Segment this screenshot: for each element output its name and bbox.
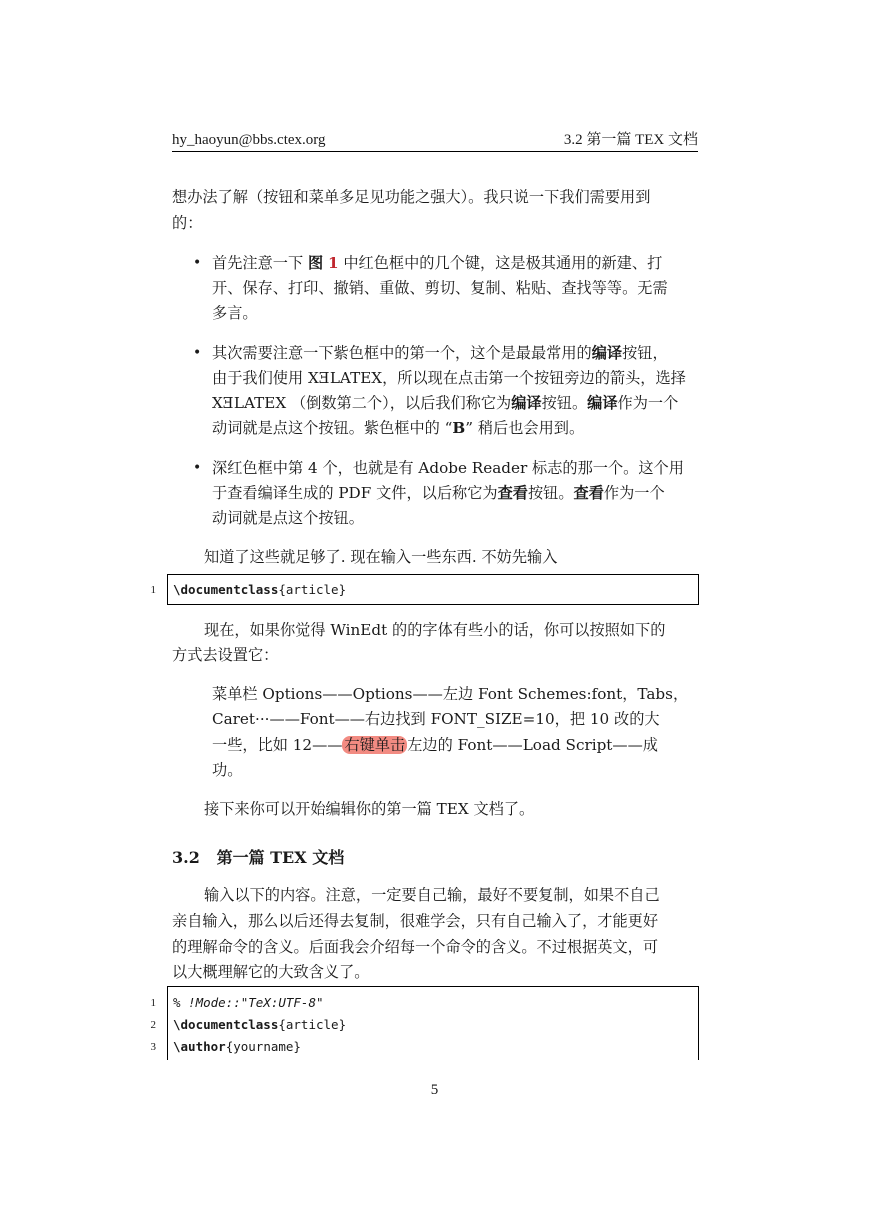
code-block — [167, 986, 699, 1060]
intro-line-1: 想办法了解（按钮和菜单多足见功能之强大）。我只说一下我们需要用到 — [172, 188, 651, 206]
code-line-number: 1 — [150, 997, 156, 1009]
figure-ref[interactable]: 图 — [307, 254, 324, 272]
bullet3-line3: 动词就是点这个按钮。 — [212, 509, 364, 527]
para4-line2: 亲自输入，那么以后还得去复制，很难学会，只有自己输入了，才能更好 — [172, 912, 658, 930]
bullet1-line1: 首先注意一下 图 1 中红色框中的几个键，这是极其通用的新建、打 — [212, 254, 663, 272]
bullet1-line3: 多言。 — [212, 304, 258, 322]
para4-line4: 以大概理解它的大致含义了。 — [172, 963, 370, 981]
code-line: % !Mode::"TeX:UTF-8" — [173, 995, 324, 1010]
bullet3-line1: 深红色框中第 4 个，也就是有 Adobe Reader 标志的那一个。这个用 — [212, 459, 684, 477]
after-bullets-text: 知道了这些就足够了. 现在输入一些东西. 不妨先输入 — [204, 548, 558, 566]
quote-line3: 一些，比如 12—— 右键单击 左边的 Font——Load Script——成 — [212, 736, 658, 754]
para2-line2: 方式去设置它： — [172, 646, 279, 664]
code-block — [167, 574, 699, 605]
bullet-dot: • — [193, 345, 202, 361]
running-header — [172, 129, 698, 152]
page-number: 5 — [430, 1082, 439, 1098]
highlight-annotation[interactable]: 右键单击 — [344, 736, 406, 754]
para2-line1: 现在，如果你觉得 WinEdt 的的字体有些小的话，你可以按照如下的 — [204, 621, 666, 639]
bullet2-line3: XƎLATEX （倒数第二个），以后我们称它为编译按钮。编译作为一个 — [212, 394, 679, 412]
bullet1-line2: 开、保存、打印、撤销、重做、剪切、复制、粘贴、查找等等。无需 — [212, 279, 668, 297]
quote-line2: Caret···——Font——右边找到 FONT_SIZE=10，把 10 改的大 — [212, 710, 660, 728]
code-line-number: 3 — [150, 1041, 156, 1053]
code-line: \author{yourname} — [173, 1039, 301, 1054]
bullet3-line2: 于查看编译生成的 PDF 文件，以后称它为查看按钮。查看作为一个 — [212, 484, 665, 502]
para4-line3: 的理解命令的含义。后面我会介绍每一个命令的含义。不过根据英文，可 — [172, 938, 658, 956]
bullet-dot: • — [193, 255, 202, 271]
code-line: \documentclass{article} — [173, 582, 347, 597]
intro-line-2: 的： — [172, 214, 203, 232]
bullet-dot: • — [193, 460, 202, 476]
code-line-number: 1 — [150, 584, 156, 596]
quote-line1: 菜单栏 Options——Options——左边 Font Schemes:font，Tabs， — [212, 685, 689, 703]
bullet2-line4: 动词就是点这个按钮。紫色框中的 “B” 稍后也会用到。 — [212, 419, 585, 437]
figure-ref-number[interactable]: 1 — [327, 254, 339, 272]
para4-line1: 输入以下的内容。注意，一定要自己输，最好不要复制，如果不自己 — [204, 886, 660, 904]
code-line: \documentclass{article} — [173, 1017, 347, 1032]
quote-line4: 功。 — [212, 761, 243, 779]
header-section: 3.2 第一篇 TEX 文档 — [563, 132, 698, 148]
para3: 接下来你可以开始编辑你的第一篇 TEX 文档了。 — [204, 800, 535, 818]
bullet2-line1: 其次需要注意一下紫色框中的第一个，这个是最最常用的编译按钮， — [212, 344, 668, 362]
header-email: hy_haoyun@bbs.ctex.org — [172, 132, 326, 148]
code-line-number: 2 — [150, 1019, 156, 1031]
bullet2-line2: 由于我们使用 XƎLATEX，所以现在点击第一个按钮旁边的箭头，选择 — [212, 369, 686, 387]
section-heading: 3.2 第一篇 TEX 文档 — [172, 848, 345, 867]
